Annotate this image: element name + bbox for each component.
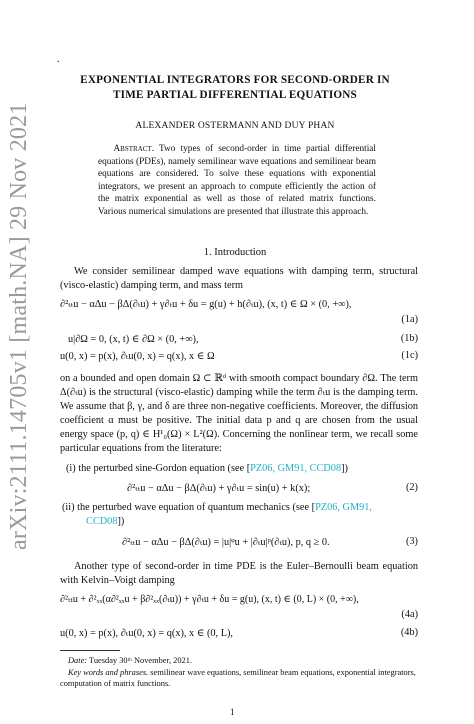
abstract — [98, 143, 376, 219]
equation-4b: u(0, x) = p(x), ∂ₜu(0, x) = q(x), x ∈ (0, L), — [60, 628, 233, 639]
footnote-rule — [60, 650, 120, 651]
intro-paragraph: We consider semilinear damped wave equations with damping term, structural (visco-elastic) damping term, and mass term — [60, 266, 418, 291]
equation-2: ∂²ₜₜu − αΔu − βΔ(∂ₜu) + γ∂ₜu = sin(u) + k(x); — [127, 483, 311, 494]
footnote-keywords-value: semilinear wave equations, semilinear beam equations, exponential integrators, computation of matrix functions. — [60, 668, 416, 688]
header-dot: . — [57, 54, 60, 65]
arxiv-stamp: arXiv:2111.14705v1 [math.NA] 29 Nov 2021 — [6, 102, 32, 550]
title-line-1: EXPONENTIAL INTEGRATORS FOR SECOND-ORDER IN — [80, 74, 390, 86]
list-item-1-label: (i) — [66, 463, 76, 474]
equation-4a: ∂²ₜₜu + ∂²ₓₓ(α∂²ₓₓu + β∂²ₓₓ(∂ₜu)) + γ∂ₜu + δu = g(u), (x, t) ∈ (0, L) × (0, +∞), — [60, 594, 359, 605]
domain-paragraph: on a bounded and open domain Ω ⊂ ℝᵈ with smooth compact boundary ∂Ω. The term Δ(∂ₜu) is the structural (visco-elastic) damping while the term ∂ₜu is the damping term. We assume that β, γ, and δ are three non-negative coefficients. Moreover, the diffusion coefficient α must be positive. The initial data p and q are chosen from the usual energy space (p, q) ∈ H¹₀(Ω) × L²(Ω). Concerning the nonlinear term, we recall some particular equations from the literature: — [60, 373, 418, 454]
title-line-2: TIME PARTIAL DIFFERENTIAL EQUATIONS — [113, 89, 357, 101]
equation-1c: u(0, x) = p(x), ∂ₜu(0, x) = q(x), x ∈ Ω — [60, 351, 215, 362]
beam-paragraph: Another type of second-order in time PDE is the Euler–Bernoulli beam equation with Kelvin–Voigt damping — [60, 561, 418, 586]
equation-number-1c: (1c) — [401, 350, 418, 361]
citation-link[interactable]: PZ06, GM91, CCD08 — [250, 463, 342, 474]
footnote-keywords — [60, 667, 418, 689]
citation-link[interactable]: CCD08 — [86, 516, 118, 527]
footnote-keywords-label: Key words and phrases. — [68, 668, 149, 677]
list-item-2 — [62, 501, 418, 529]
equation-number-4a: (4a) — [401, 609, 418, 620]
equation-1a: ∂²ₜₜu − αΔu − βΔ(∂ₜu) + γ∂ₜu + δu = g(u) + h(∂ₜu), (x, t) ∈ Ω × (0, +∞), — [60, 299, 352, 310]
abstract-text: Two types of second-order in time partial differential equations (PDEs), namely semilinear wave equations and semilinear beam equations are considered. To solve these equations with exponential integrators, we present an approach to compute efficiently the action of the matrix exponential as well as those of related matrix functions. Various numerical simulations are presented that illustrate this approach. — [98, 144, 377, 217]
equation-3: ∂²ₜₜu − αΔu − βΔ(∂ₜu) = |u|ᵠu + |∂ₜu|ᵖ(∂ₜu), p, q ≥ 0. — [122, 537, 330, 548]
page-number: 1 — [230, 707, 235, 717]
paper-title — [60, 73, 410, 103]
equation-number-2: (2) — [405, 482, 418, 493]
list-item-2-text: the perturbed wave equation of quantum mechanics (see [ — [77, 502, 316, 513]
footnote-date — [60, 655, 418, 666]
equation-1b: u|∂Ω = 0, (x, t) ∈ ∂Ω × (0, +∞), — [68, 334, 199, 345]
equation-number-1a: (1a) — [401, 314, 418, 325]
equation-number-1b: (1b) — [400, 333, 418, 344]
equation-number-4b: (4b) — [400, 627, 418, 638]
list-item-2-label: (ii) — [62, 502, 75, 513]
citation-link[interactable]: PZ06, GM91, — [315, 502, 372, 513]
list-item-2-close: ]) — [117, 516, 125, 527]
list-item-1-text: the perturbed sine-Gordon equation (see [ — [78, 463, 251, 474]
footnote-date-value: Tuesday 30ᵗʰ November, 2021. — [89, 656, 193, 665]
authors: ALEXANDER OSTERMANN AND DUY PHAN — [135, 121, 335, 131]
footnote-date-label: Date: — [68, 656, 88, 665]
list-item-1-close: ]) — [341, 463, 348, 474]
abstract-heading: Abstract. — [113, 144, 155, 154]
list-item-1 — [66, 462, 418, 476]
equation-number-3: (3) — [405, 536, 418, 547]
section-heading-introduction: 1. Introduction — [203, 247, 267, 258]
